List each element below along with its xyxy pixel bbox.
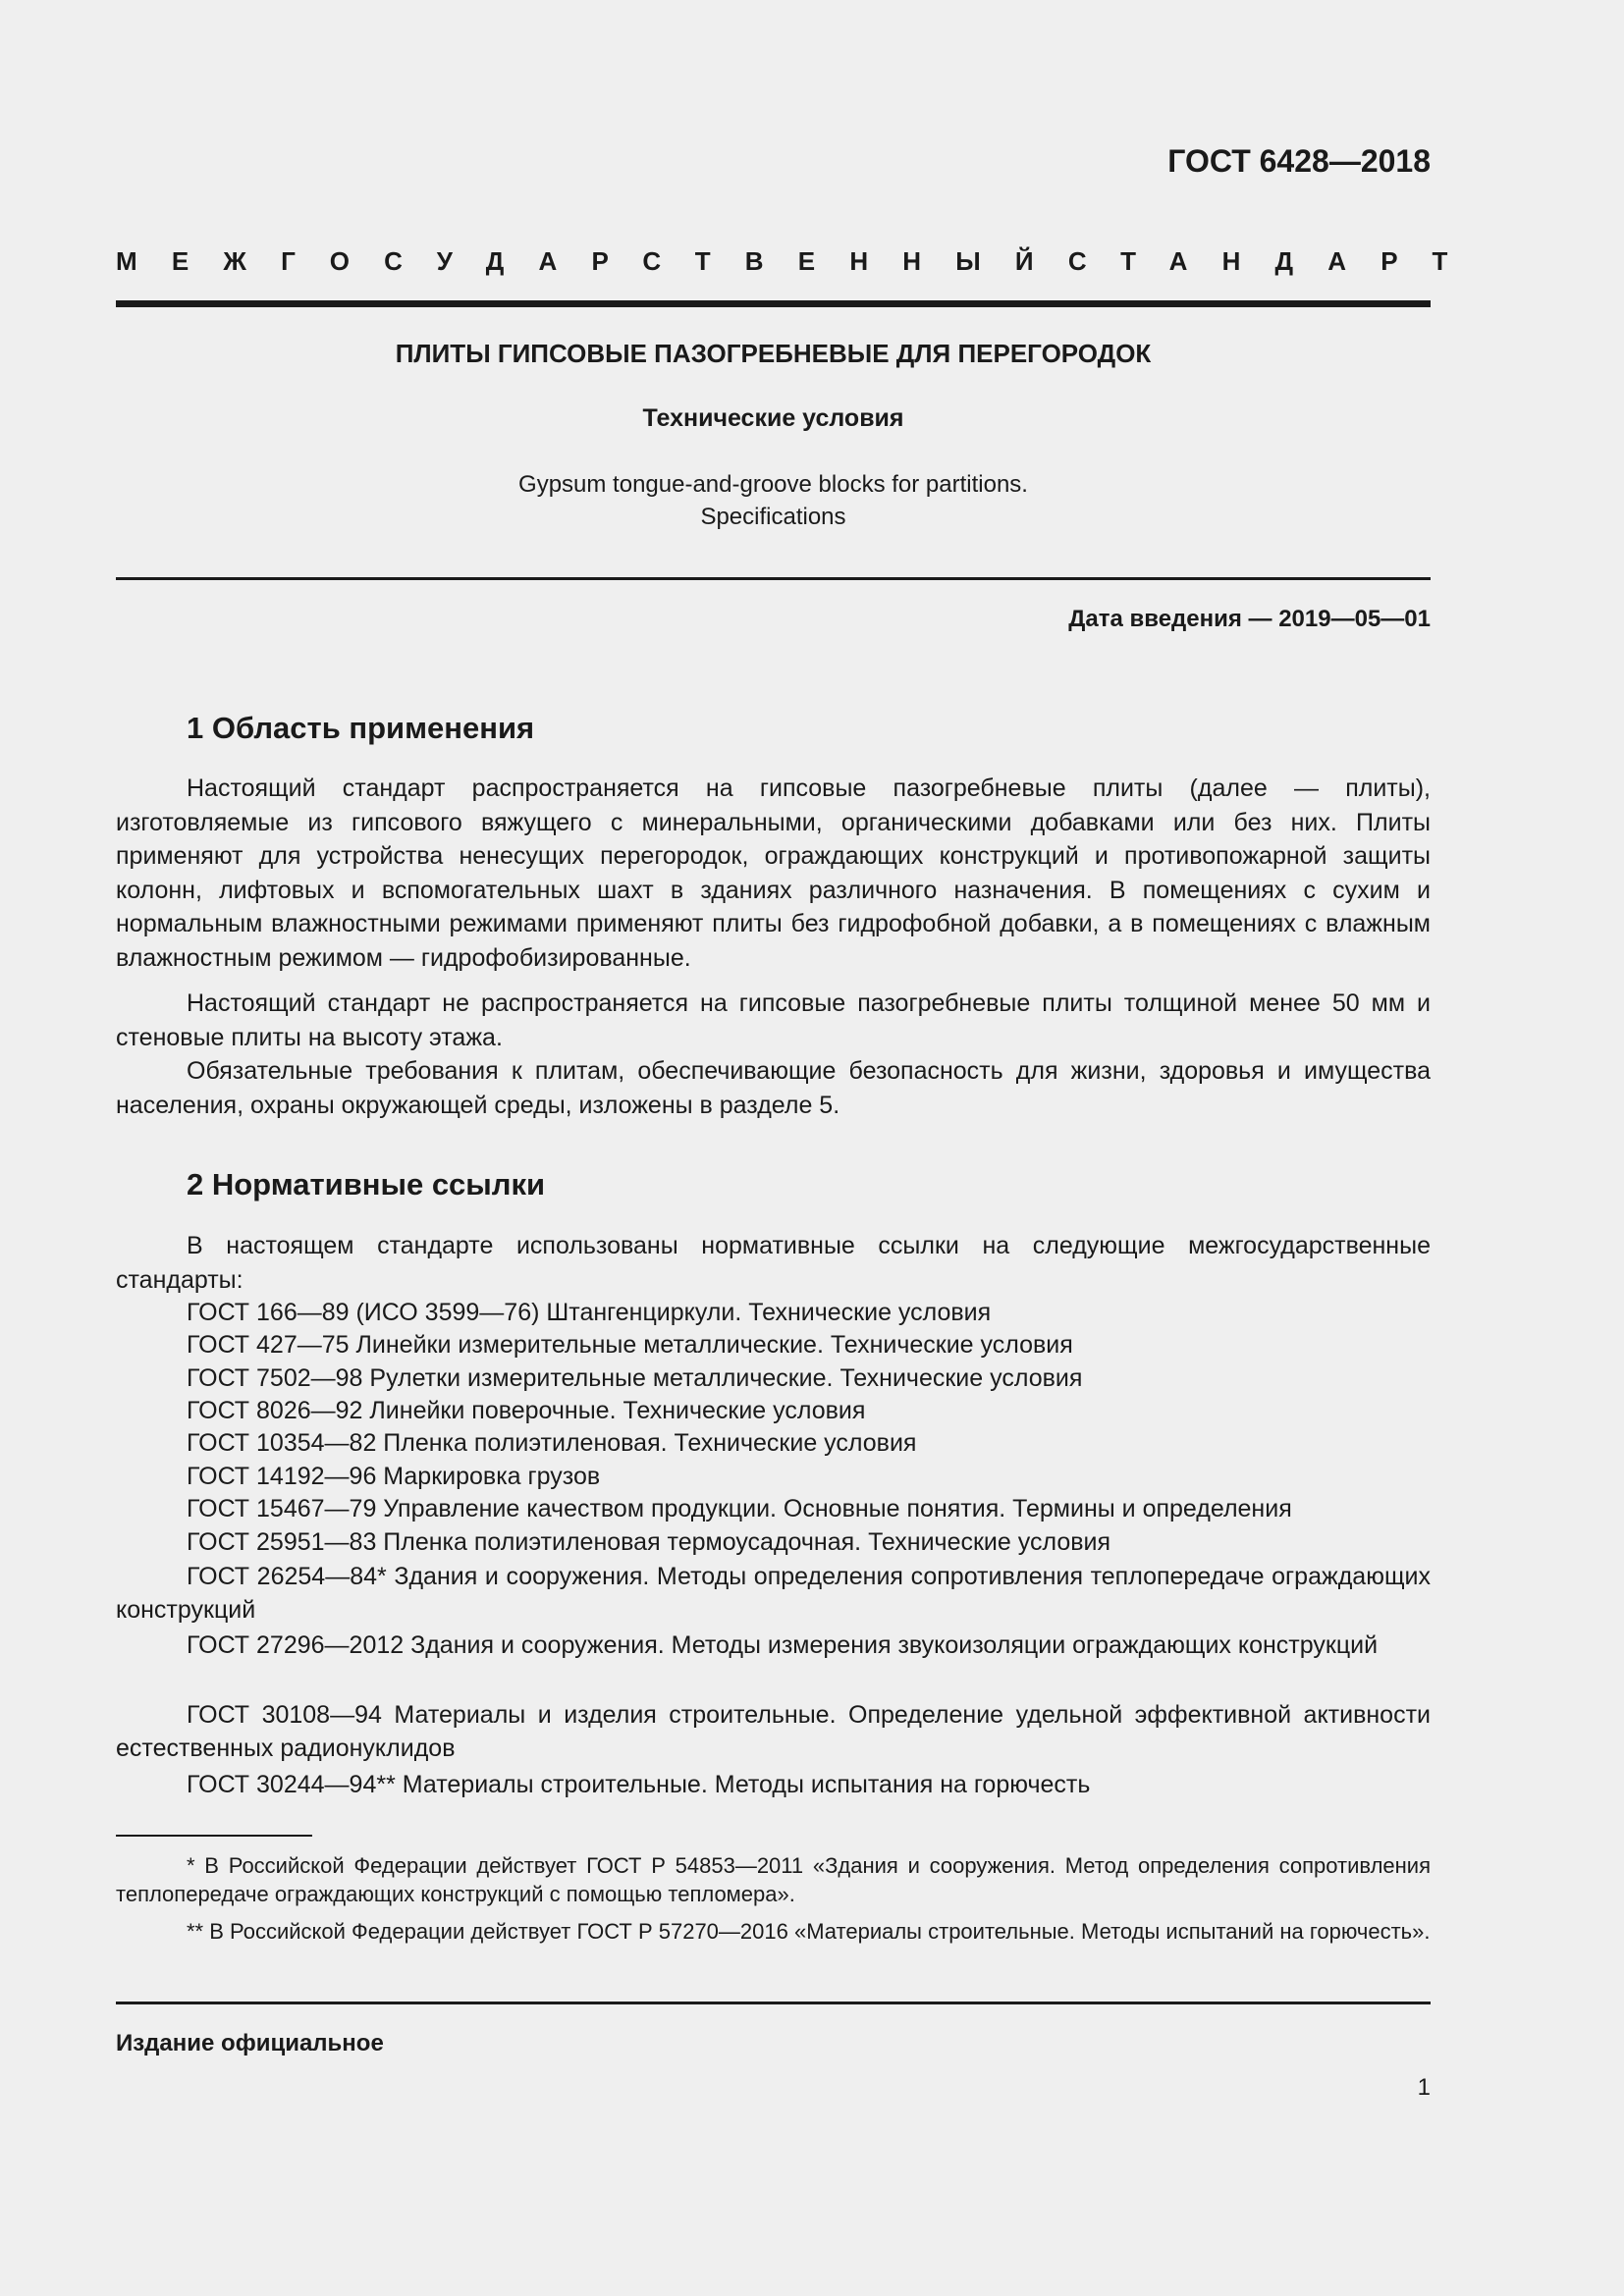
reference-item: ГОСТ 166—89 (ИСО 3599—76) Штангенциркули. Технические условия bbox=[187, 1299, 992, 1326]
english-title bbox=[116, 468, 1431, 533]
paragraph: В настоящем стандарте использованы нормативные ссылки на следующие межгосударственные стандарты: bbox=[116, 1232, 1431, 1294]
reference-item: ГОСТ 27296—2012 Здания и сооружения. Методы измерения звукоизоляции ограждающих конструкций bbox=[187, 1631, 1379, 1659]
paragraph: Настоящий стандарт не распространяется на гипсовые пазогребневые плиты толщиной менее 50 мм и стеновые плиты на высоту этажа. bbox=[116, 989, 1431, 1051]
footnote: ** В Российской Федерации действует ГОСТ Р 57270—2016 «Материалы строительные. Методы испытаний на горючесть». bbox=[187, 1919, 1431, 1944]
section-heading-references: 2 Нормативные ссылки bbox=[187, 1167, 546, 1201]
introduction-date: Дата введения — 2019—05—01 bbox=[1068, 606, 1431, 632]
reference-item: ГОСТ 15467—79 Управление качеством продукции. Основные понятия. Термины и определения bbox=[187, 1495, 1292, 1522]
reference-item: ГОСТ 30244—94** Материалы строительные. Методы испытания на горючесть bbox=[187, 1771, 1091, 1798]
footnote-separator bbox=[116, 1835, 312, 1837]
reference-item: ГОСТ 7502—98 Рулетки измерительные металлические. Технические условия bbox=[187, 1364, 1083, 1392]
section-heading-scope: 1 Область применения bbox=[187, 711, 535, 745]
document-title: ПЛИТЫ ГИПСОВЫЕ ПАЗОГРЕБНЕВЫЕ ДЛЯ ПЕРЕГОРОДОК bbox=[395, 339, 1152, 368]
reference-item: ГОСТ 30108—94 Материалы и изделия строительные. Определение удельной эффективной активности естественных радионуклидов bbox=[116, 1701, 1431, 1762]
reference-item: ГОСТ 10354—82 Пленка полиэтиленовая. Технические условия bbox=[187, 1429, 917, 1457]
title-rule bbox=[116, 577, 1431, 580]
reference-item: ГОСТ 26254—84* Здания и сооружения. Методы определения сопротивления теплопередаче ограждающих конструкций bbox=[116, 1563, 1431, 1624]
footnote: * В Российской Федерации действует ГОСТ Р 54853—2011 «Здания и сооружения. Метод определения сопротивления теплопередаче ограждающих конструкций с помощью тепломера». bbox=[116, 1853, 1431, 1906]
document-code: ГОСТ 6428—2018 bbox=[1167, 143, 1431, 179]
banner-word-standard: СТАНДАРТ bbox=[1067, 246, 1483, 276]
page-number: 1 bbox=[1417, 2074, 1431, 2101]
document-subtitle: Технические условия bbox=[642, 404, 904, 432]
paragraph: Настоящий стандарт распространяется на гипсовые пазогребневые плиты (далее — плиты), изготовляемые из гипсового вяжущего с минеральными, органическими добавками или без них. Плиты применяют для устройства ненесущих перегородок, ограждающих конструкций и противопожарной защиты колонн, лифтовых и вспомогательных шахт в зданиях различного назначения. В помещениях с сухим и нормальным влажностными режимами применяют плиты без гидрофобной добавки, а в помещениях с влажным влажностным режимом — гидрофобизированные. bbox=[116, 774, 1431, 972]
reference-item: ГОСТ 14192—96 Маркировка грузов bbox=[187, 1463, 601, 1490]
paragraph: Обязательные требования к плитам, обеспечивающие безопасность для жизни, здоровья и имущества населения, охраны окружающей среды, изложены в разделе 5. bbox=[116, 1057, 1431, 1119]
official-edition-label: Издание официальное bbox=[116, 2030, 384, 2056]
reference-item: ГОСТ 427—75 Линейки измерительные металлические. Технические условия bbox=[187, 1331, 1073, 1359]
footer-rule bbox=[116, 2002, 1431, 2004]
header-rule bbox=[116, 300, 1431, 307]
reference-item: ГОСТ 25951—83 Пленка полиэтиленовая термоусадочная. Технические условия bbox=[187, 1528, 1111, 1556]
english-title-line: Specifications bbox=[700, 504, 846, 530]
banner-word-interstate: МЕЖГОСУДАРСТВЕННЫЙ bbox=[116, 246, 1068, 276]
reference-item: ГОСТ 8026—92 Линейки поверочные. Технические условия bbox=[187, 1397, 866, 1424]
english-title-line: Gypsum tongue-and-groove blocks for partitions. bbox=[518, 471, 1028, 498]
standard-banner bbox=[116, 246, 1483, 277]
